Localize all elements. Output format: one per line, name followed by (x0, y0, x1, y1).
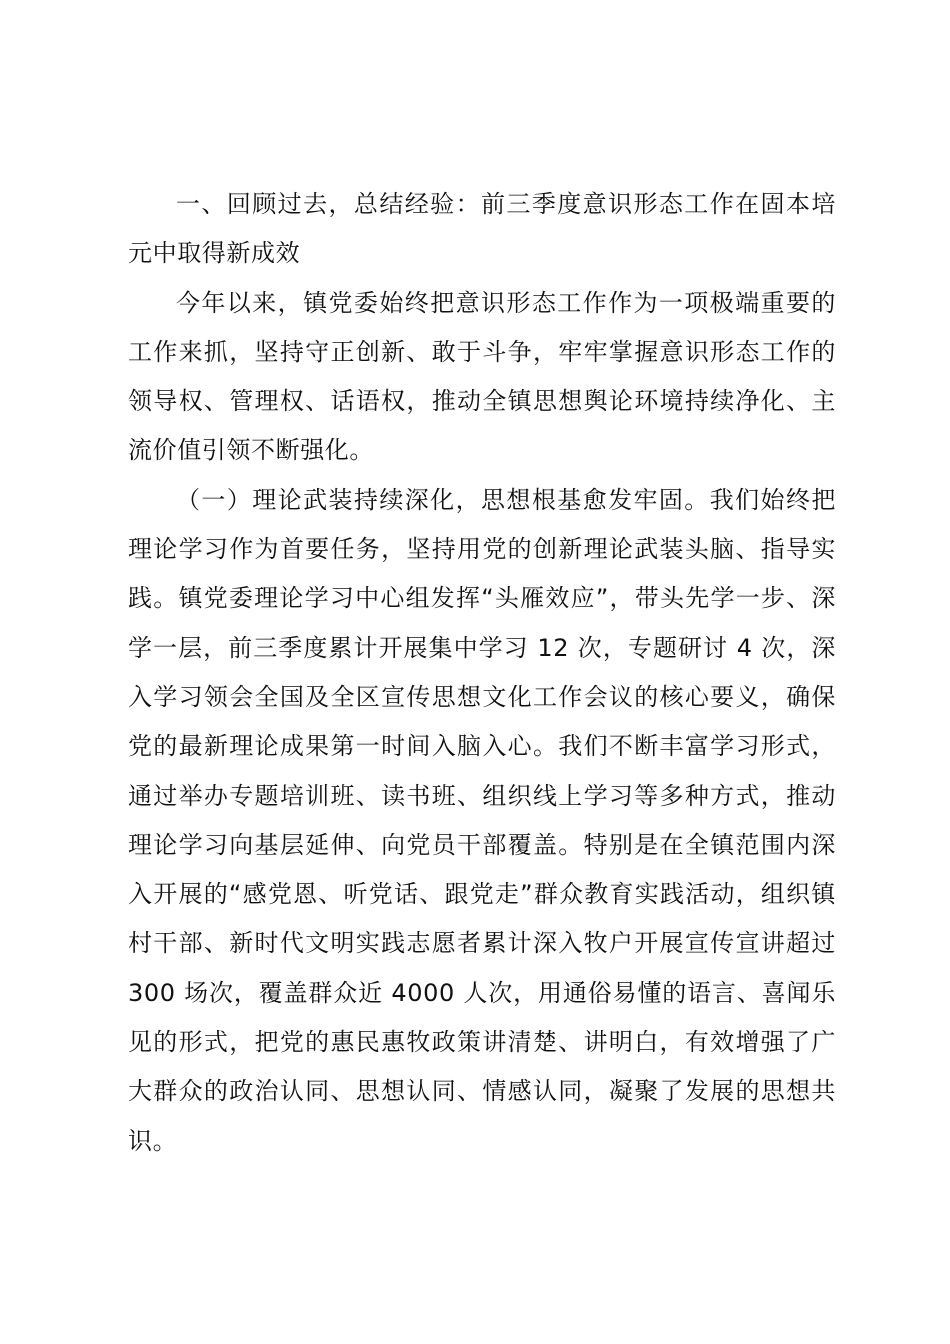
document-body (128, 180, 836, 1166)
section-heading: 一、回顾过去，总结经验：前三季度意识形态工作在固本培元中取得新成效 (128, 190, 836, 268)
theory-paragraph: （一）理论武装持续深化，思想根基愈发牢固。我们始终把理论学习作为首要任务，坚持用党的创新理论武装头脑、指导实践。镇党委理论学习中心组发挥“头雁效应”，带头先学一步、深学一层，前三季度累计开展集中学习 12 次，专题研讨 4 次，深入学习领会全国及全区宣传思想文化工作会议的核心要义，确保党的最新理论成果第一时间入脑入心。我们不断丰富学习形式，通过举办专题培训班、读书班、组织线上学习等多种方式，推动理论学习向基层延伸、向党员干部覆盖。特别是在全镇范围内深入开展的“感党恩、听党话、跟党走”群众教育实践活动，组织镇村干部、新时代文明实践志愿者累计深入牧户开展宣传宣讲超过 300 场次，覆盖群众近 4000 人次，用通俗易懂的语言、喜闻乐见的形式，把党的惠民惠牧政策讲清楚、讲明白，有效增强了广大群众的政治认同、思想认同、情感认同，凝聚了发展的思想共识。 (128, 485, 836, 1155)
intro-paragraph: 今年以来，镇党委始终把意识形态工作作为一项极端重要的工作来抓，坚持守正创新、敢于斗争，牢牢掌握意识形态工作的领导权、管理权、话语权，推动全镇思想舆论环境持续净化、主流价值引领不断强化。 (128, 288, 836, 465)
